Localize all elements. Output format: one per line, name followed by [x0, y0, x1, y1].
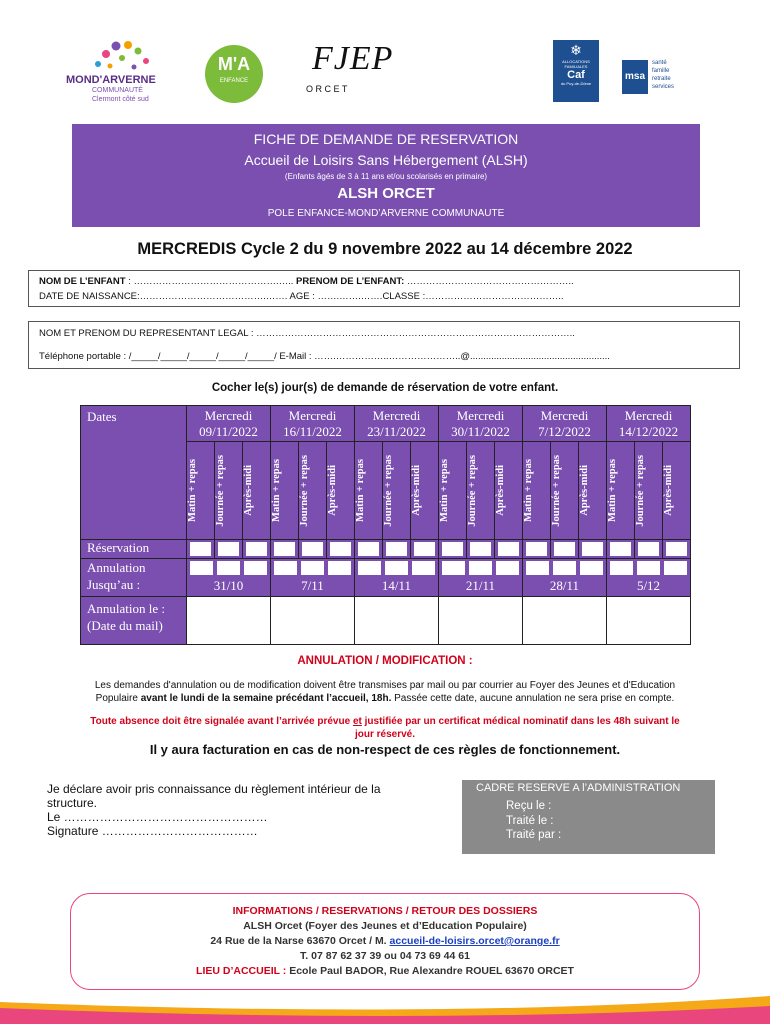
slot-label: Matin + repas: [271, 459, 282, 522]
annulation-le-line2: (Date du mail): [87, 618, 163, 633]
caf-line3: Caf: [567, 69, 585, 81]
annulation-deadline-0: [187, 559, 271, 597]
reservation-checkbox-3-1[interactable]: [467, 540, 495, 559]
annulation-box[interactable]: [496, 561, 519, 575]
declaration-signature-field[interactable]: Signature …………………………………: [47, 824, 258, 838]
slot-label: Journée + repas: [215, 454, 226, 527]
reservation-label: Réservation: [87, 540, 150, 555]
child-firstname-label: PRENOM DE L’ENFANT:: [296, 276, 405, 287]
header-band: [72, 124, 700, 227]
annulation-box[interactable]: [244, 561, 267, 575]
absence-warning-u: et: [352, 716, 362, 727]
slot-label: Matin + repas: [523, 459, 534, 522]
ma-logo-main: M'A: [217, 54, 251, 74]
reservation-checkbox-1-0[interactable]: [271, 540, 299, 559]
slot-header-2-0: [355, 442, 383, 540]
reservation-checkbox-1-1[interactable]: [299, 540, 327, 559]
annulation-mail-date-field-4[interactable]: [523, 597, 607, 645]
fjep-logo: [300, 40, 394, 102]
checkbox-box[interactable]: [498, 542, 519, 556]
slot-label: Après-midi: [663, 465, 674, 516]
representative-name-line[interactable]: NOM ET PRENOM DU REPRESENTANT LEGAL : ………………………………………………………………………………………..: [39, 328, 575, 339]
slot-header-4-0: [523, 442, 551, 540]
annulation-box[interactable]: [412, 561, 435, 575]
annulation-box[interactable]: [610, 561, 633, 575]
annulation-deadline-3: [439, 559, 523, 597]
day-word-1: Mercredi: [288, 408, 337, 423]
day-word-4: Mercredi: [540, 408, 589, 423]
info-line2: ALSH Orcet (Foyer des Jeunes et d’Education Populaire): [243, 920, 527, 932]
annulation-deadline-text: 7/11: [301, 578, 324, 593]
slot-header-1-2: [327, 442, 355, 540]
annulation-paragraph: [0, 679, 770, 705]
checkbox-box[interactable]: [386, 542, 407, 556]
checkbox-box[interactable]: [442, 542, 463, 556]
band-line2: Accueil de Loisirs Sans Hébergement (ALSH): [244, 152, 528, 168]
reservation-checkbox-3-0[interactable]: [439, 540, 467, 559]
annulation-label-line1: Annulation: [87, 560, 146, 575]
slot-header-0-0: [187, 442, 215, 540]
annulation-deadline-text: 28/11: [549, 578, 580, 593]
date-3: 30/11/2022: [451, 424, 510, 439]
reservation-label-cell: [81, 540, 187, 559]
annulation-deadline-text: 31/10: [213, 578, 244, 593]
day-word-5: Mercredi: [624, 408, 673, 423]
annulation-le-label-cell: [81, 597, 187, 645]
declaration-l2: structure.: [47, 796, 98, 810]
info-email-link[interactable]: accueil-de-loisirs.orcet@orange.fr: [389, 935, 560, 947]
ma-enfance-logo: [200, 44, 268, 104]
slot-label: Journée + repas: [551, 454, 562, 527]
checkbox-box[interactable]: [582, 542, 603, 556]
info-lieu: Ecole Paul BADOR, Rue Alexandre ROUEL 63670 ORCET: [286, 965, 574, 977]
annulation-mail-date-field-2[interactable]: [355, 597, 439, 645]
slot-header-0-1: [215, 442, 243, 540]
annulation-box[interactable]: [385, 561, 408, 575]
annulation-label-cell: [81, 559, 187, 597]
slot-label: Journée + repas: [383, 454, 394, 527]
absence-warning-c: jour réservé.: [354, 729, 416, 740]
slot-header-3-1: [467, 442, 495, 540]
absence-warning: [0, 715, 770, 741]
slot-header-5-0: [607, 442, 635, 540]
reservation-checkbox-5-2[interactable]: [663, 540, 691, 559]
annulation-p1a: Les demandes d'annulation ou de modification doivent être transmises par mail ou par courrier au Foyer des Jeunes et d'Education: [94, 680, 676, 691]
band-line5: POLE ENFANCE-MOND’ARVERNE COMMUNAUTE: [267, 208, 505, 219]
msa-line4: services: [652, 84, 675, 90]
checkbox-box[interactable]: [526, 542, 547, 556]
dates-label: Dates: [87, 409, 117, 424]
reservation-checkbox-5-0[interactable]: [607, 540, 635, 559]
msa-logo: [622, 60, 692, 96]
checkbox-box[interactable]: [330, 542, 351, 556]
slot-header-0-2: [243, 442, 271, 540]
slot-label: Journée + repas: [635, 454, 646, 527]
date-header-0: [187, 406, 271, 442]
slot-header-4-1: [551, 442, 579, 540]
reservation-checkbox-4-1[interactable]: [551, 540, 579, 559]
caf-line4: du Puy-de-Dôme: [560, 81, 592, 86]
reservation-checkbox-2-0[interactable]: [355, 540, 383, 559]
mondarverne-sub1: COMMUNAUTÉ: [92, 87, 143, 94]
info-lieu-label: LIEU D’ACCUEIL :: [196, 965, 287, 977]
child-info-box: [28, 270, 740, 307]
msa-logo-main: msa: [622, 60, 648, 94]
annulation-deadline-text: 14/11: [381, 578, 412, 593]
caf-logo: [553, 40, 599, 102]
annulation-box[interactable]: [442, 561, 465, 575]
date-0: 09/11/2022: [199, 424, 258, 439]
absence-warning-b: justifiée par un certificat médical nominatif dans les 48h suivant le: [361, 716, 680, 727]
date-header-4: [523, 406, 607, 442]
info-line4: T. 07 87 62 37 39 ou 04 73 69 44 61: [300, 950, 470, 962]
phone-email-line[interactable]: Téléphone portable : /_____/_____/_____/_____/_____/ E-Mail : …….……………..…………………..@.....................................................: [39, 351, 610, 362]
page-title: MERCREDIS Cycle 2 du 9 novembre 2022 au 14 décembre 2022: [137, 240, 633, 258]
reservation-row: [81, 540, 691, 559]
admin-traite: Traité le :: [506, 815, 554, 827]
day-word-0: Mercredi: [204, 408, 253, 423]
info-line3: 24 Rue de la Narse 63670 Orcet / M.: [210, 935, 390, 947]
admin-recu: Reçu le :: [506, 800, 552, 812]
checkbox-box[interactable]: [190, 542, 211, 556]
day-word-3: Mercredi: [456, 408, 505, 423]
date-header-3: [439, 406, 523, 442]
annulation-p1bold: avant le lundi de la semaine précédant l’accueil, 18h.: [140, 693, 392, 704]
annulation-mail-date-field-0[interactable]: [187, 597, 271, 645]
annulation-box[interactable]: [664, 561, 687, 575]
slot-header-2-1: [383, 442, 411, 540]
msa-line3: retraite: [652, 76, 671, 82]
checkbox-box[interactable]: [246, 542, 267, 556]
slot-label: Journée + repas: [467, 454, 478, 527]
annulation-deadline-2: [355, 559, 439, 597]
date-header-1: [271, 406, 355, 442]
annulation-box[interactable]: [358, 561, 381, 575]
date-2: 23/11/2022: [367, 424, 426, 439]
date-4: 7/12/2022: [538, 424, 591, 439]
annulation-mail-date-field-1[interactable]: [271, 597, 355, 645]
slot-header-3-0: [439, 442, 467, 540]
annulation-date-row: [81, 597, 691, 645]
slot-label: Après-midi: [243, 465, 254, 516]
annulation-p1c: Passée cette date, aucune annulation ne sera prise en compte.: [391, 693, 675, 704]
annulation-deadline-text: 5/12: [636, 578, 661, 593]
date-5: 14/12/2022: [618, 424, 679, 439]
declaration-l1: Je déclare avoir pris connaissance du règlement intérieur de la: [47, 782, 381, 796]
declaration-date-field[interactable]: Le ……………………………………………: [47, 810, 268, 824]
child-birthdate-line[interactable]: DATE DE NAISSANCE:………………………………….……. AGE : …….…….…….CLASSE :……………………………………..: [39, 291, 564, 302]
checkbox-box[interactable]: [414, 542, 435, 556]
annulation-box[interactable]: [526, 561, 549, 575]
mondarverne-sub2: Clermont côté sud: [92, 96, 149, 103]
annulation-label-line2: Jusqu’au :: [87, 577, 141, 592]
reservation-checkbox-0-0[interactable]: [187, 540, 215, 559]
date-header-5: [607, 406, 691, 442]
child-name-label: NOM DE L’ENFANT: [39, 276, 126, 287]
day-word-2: Mercredi: [372, 408, 421, 423]
annulation-deadline-text: 21/11: [465, 578, 496, 593]
fjep-logo-sub: O R C E T: [306, 84, 348, 94]
checkbox-box[interactable]: [470, 542, 491, 556]
child-name-line: [39, 276, 574, 287]
reservation-checkbox-5-1[interactable]: [635, 540, 663, 559]
child-firstname-field[interactable]: ……………………………………………..: [404, 276, 574, 287]
caf-line1: ALLOCATIONS: [562, 59, 590, 64]
reservation-checkbox-1-2[interactable]: [327, 540, 355, 559]
slot-label: Journée + repas: [299, 454, 310, 527]
dates-header-cell: [81, 406, 187, 540]
slot-label: Matin + repas: [607, 459, 618, 522]
annulation-p1b: Populaire: [95, 693, 141, 704]
reservation-checkbox-3-2[interactable]: [495, 540, 523, 559]
date-1: 16/11/2022: [283, 424, 342, 439]
slot-label: Matin + repas: [187, 459, 198, 522]
absence-warning-a: Toute absence doit être signalée avant l’arrivée prévue: [90, 716, 353, 727]
slot-header-5-1: [635, 442, 663, 540]
declaration-block: [47, 782, 381, 838]
slot-label: Après-midi: [579, 465, 590, 516]
representative-box: [28, 321, 740, 369]
ma-logo-sub: ENFANCE: [219, 78, 249, 84]
reservation-checkbox-0-2[interactable]: [243, 540, 271, 559]
slot-label: Matin + repas: [439, 459, 450, 522]
annulation-deadline-5: [607, 559, 691, 597]
admin-traite-par: Traité par :: [506, 829, 562, 841]
reservation-checkbox-0-1[interactable]: [215, 540, 243, 559]
annulation-row: [81, 559, 691, 597]
slot-header-1-0: [271, 442, 299, 540]
reservation-checkbox-2-2[interactable]: [411, 540, 439, 559]
reservation-checkbox-2-1[interactable]: [383, 540, 411, 559]
slot-label: Après-midi: [495, 465, 506, 516]
date-header-2: [355, 406, 439, 442]
info-title: INFORMATIONS / RESERVATIONS / RETOUR DES DOSSIERS: [232, 905, 538, 917]
annulation-box[interactable]: [301, 561, 324, 575]
annulation-box[interactable]: [217, 561, 240, 575]
checkbox-box[interactable]: [666, 542, 687, 556]
band-line1: FICHE DE DEMANDE DE RESERVATION: [253, 131, 519, 147]
admin-box: [462, 780, 715, 854]
annulation-box[interactable]: [328, 561, 351, 575]
checkbox-box[interactable]: [610, 542, 631, 556]
checkbox-box[interactable]: [554, 542, 575, 556]
band-line3: (Enfants âgés de 3 à 11 ans et/ou scolarisés en primaire): [284, 172, 488, 181]
checkbox-box[interactable]: [302, 542, 323, 556]
reservation-checkbox-4-0[interactable]: [523, 540, 551, 559]
annulation-mail-date-field-5[interactable]: [607, 597, 691, 645]
admin-title: CADRE RESERVE A l’ADMINISTRATION: [476, 782, 681, 794]
annulation-box[interactable]: [274, 561, 297, 575]
slot-header-3-2: [495, 442, 523, 540]
msa-line1: santé: [652, 60, 667, 66]
checkbox-box[interactable]: [218, 542, 239, 556]
annulation-deadline-1: [271, 559, 355, 597]
facturation-notice: Il y aura facturation en cas de non-respect de ces règles de fonctionnement.: [149, 742, 621, 757]
msa-line2: famille: [652, 68, 670, 74]
annulation-box[interactable]: [580, 561, 603, 575]
slot-label: Après-midi: [327, 465, 338, 516]
mondarverne-dots-icon: [58, 36, 178, 76]
annulation-box[interactable]: [637, 561, 660, 575]
slot-label: Après-midi: [411, 465, 422, 516]
annulation-heading: ANNULATION / MODIFICATION :: [297, 655, 473, 667]
annulation-le-line1: Annulation le :: [87, 601, 165, 616]
slot-header-4-2: [579, 442, 607, 540]
info-box: [70, 893, 700, 990]
annulation-box[interactable]: [553, 561, 576, 575]
slot-header-1-1: [299, 442, 327, 540]
reservation-table: [80, 405, 691, 645]
annulation-deadline-4: [523, 559, 607, 597]
bottom-wave-decoration: [0, 980, 770, 1024]
reservation-checkbox-4-2[interactable]: [579, 540, 607, 559]
child-name-field[interactable]: : ……………………………………….…..: [125, 276, 297, 287]
fjep-logo-main: FJEP: [312, 40, 394, 77]
annulation-box[interactable]: [469, 561, 492, 575]
instruction-text: Cocher le(s) jour(s) de demande de réservation de votre enfant.: [211, 382, 559, 394]
checkbox-box[interactable]: [638, 542, 659, 556]
caf-snowflake-icon: ❄: [570, 42, 582, 58]
caf-line2: FAMILIALES: [564, 64, 588, 69]
checkbox-box[interactable]: [274, 542, 295, 556]
mondarverne-logo: [58, 36, 178, 112]
slot-header-2-2: [411, 442, 439, 540]
slot-label: Matin + repas: [355, 459, 366, 522]
checkbox-box[interactable]: [358, 542, 379, 556]
annulation-mail-date-field-3[interactable]: [439, 597, 523, 645]
band-line4: ALSH ORCET: [337, 185, 435, 202]
mondarverne-name: MOND'ARVERNE: [66, 74, 156, 86]
slot-header-5-2: [663, 442, 691, 540]
annulation-box[interactable]: [190, 561, 213, 575]
